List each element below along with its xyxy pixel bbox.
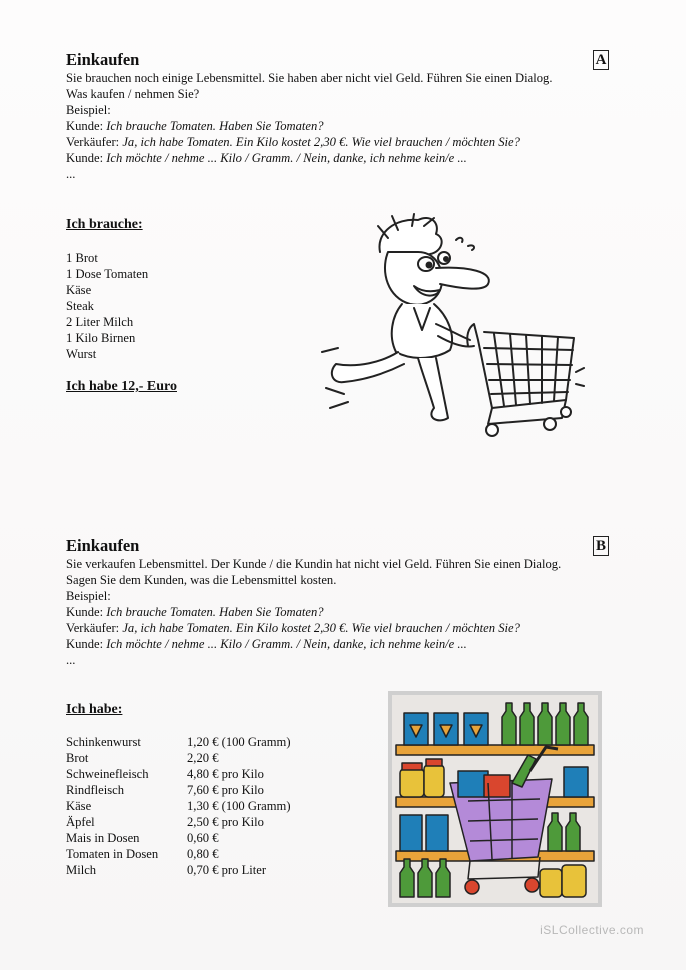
section-a-intro-1: Sie brauchen noch einige Lebensmittel. Sie haben aber nicht viel Geld. Führen Sie einen Dialog. <box>66 71 553 85</box>
price-list-heading: Ich habe: <box>66 702 123 717</box>
speaker: Kunde: <box>66 119 104 133</box>
list-item: 1 Kilo Birnen <box>66 331 136 345</box>
section-a-title: Einkaufen <box>66 50 140 69</box>
price-value: 1,20 € (100 Gramm) <box>187 735 291 749</box>
list-item: 1 Brot <box>66 251 98 265</box>
price-value: 0,70 € pro Liter <box>187 863 267 877</box>
shopping-list-heading: Ich brauche: <box>66 217 143 232</box>
price-value: 1,30 € (100 Gramm) <box>187 799 291 813</box>
price-row <box>66 846 291 862</box>
dialogue-line <box>66 134 611 150</box>
watermark: iSLCollective.com <box>540 923 644 937</box>
speaker: Kunde: <box>66 151 104 165</box>
price-item: Brot <box>66 751 89 765</box>
price-item: Äpfel <box>66 815 95 829</box>
speaker: Kunde: <box>66 637 104 651</box>
speaker: Verkäufer: <box>66 621 120 635</box>
price-item: Mais in Dosen <box>66 831 140 845</box>
price-item: Schinkenwurst <box>66 735 141 749</box>
price-item: Schweinefleisch <box>66 767 149 781</box>
budget-heading: Ich habe 12,- Euro <box>66 379 177 394</box>
section-a <box>66 50 611 182</box>
list-item: 2 Liter Milch <box>66 315 134 329</box>
list-item: 1 Dose Tomaten <box>66 267 149 281</box>
price-list <box>66 734 291 878</box>
price-value: 4,80 € pro Kilo <box>187 767 264 781</box>
price-value: 7,60 € pro Kilo <box>187 783 264 797</box>
section-a-intro-2: Was kaufen / nehmen Sie? <box>66 87 200 101</box>
price-row <box>66 814 291 830</box>
price-row <box>66 734 291 750</box>
price-row <box>66 830 291 846</box>
section-b <box>66 536 611 668</box>
section-b-intro-1: Sie verkaufen Lebensmittel. Der Kunde / die Kundin hat nicht viel Geld. Führen Sie einen Dialog. <box>66 557 562 571</box>
dialogue-line <box>66 636 611 652</box>
speaker: Verkäufer: <box>66 135 120 149</box>
price-row <box>66 750 291 766</box>
ellipsis: ... <box>66 167 76 181</box>
speaker: Kunde: <box>66 605 104 619</box>
price-item: Tomaten in Dosen <box>66 847 159 861</box>
ellipsis: ... <box>66 653 76 667</box>
price-item: Milch <box>66 863 97 877</box>
shopping-list <box>66 250 148 362</box>
utterance: Ich brauche Tomaten. Haben Sie Tomaten? <box>106 605 324 619</box>
list-item: Steak <box>66 299 94 313</box>
utterance: Ja, ich habe Tomaten. Ein Kilo kostet 2,30 €. Wie viel brauchen / möchten Sie? <box>122 621 520 635</box>
price-value: 2,20 € <box>187 751 219 765</box>
price-value: 2,50 € pro Kilo <box>187 815 264 829</box>
section-a-example-label: Beispiel: <box>66 103 111 117</box>
utterance: Ich brauche Tomaten. Haben Sie Tomaten? <box>106 119 324 133</box>
price-row <box>66 862 291 878</box>
price-row <box>66 782 291 798</box>
grocery-shelf-cart-illustration <box>388 691 602 907</box>
dialogue-line <box>66 150 611 166</box>
price-item: Käse <box>66 799 92 813</box>
section-a-label: A <box>593 50 609 70</box>
dialogue-line <box>66 620 611 636</box>
price-item: Rindfleisch <box>66 783 125 797</box>
utterance: Ich möchte / nehme ... Kilo / Gramm. / Nein, danke, ich nehme kein/e ... <box>106 637 467 651</box>
dialogue-line <box>66 604 611 620</box>
list-item: Wurst <box>66 347 97 361</box>
section-b-example-label: Beispiel: <box>66 589 111 603</box>
dialogue-line <box>66 118 611 134</box>
utterance: Ich möchte / nehme ... Kilo / Gramm. / Nein, danke, ich nehme kein/e ... <box>106 151 467 165</box>
section-b-intro-2: Sagen Sie dem Kunden, was die Lebensmittel kosten. <box>66 573 337 587</box>
man-pushing-cart-illustration <box>318 212 586 440</box>
price-value: 0,80 € <box>187 847 219 861</box>
price-value: 0,60 € <box>187 831 219 845</box>
section-b-title: Einkaufen <box>66 536 140 555</box>
utterance: Ja, ich habe Tomaten. Ein Kilo kostet 2,30 €. Wie viel brauchen / möchten Sie? <box>122 135 520 149</box>
section-b-label: B <box>593 536 609 556</box>
price-row <box>66 798 291 814</box>
price-row <box>66 766 291 782</box>
list-item: Käse <box>66 283 92 297</box>
